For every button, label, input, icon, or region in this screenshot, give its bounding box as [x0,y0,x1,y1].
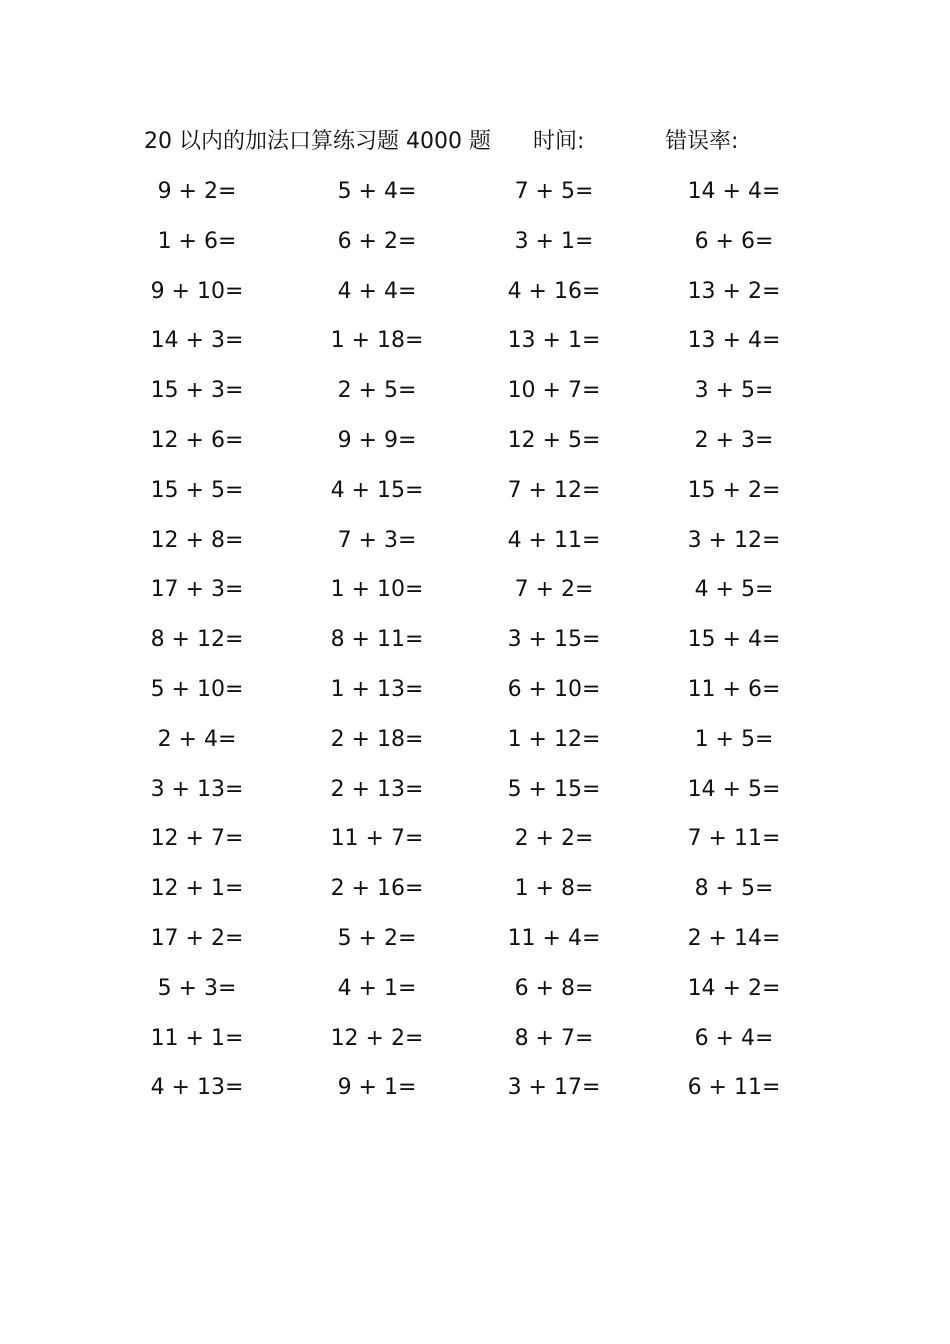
problem-item: 8 + 7= [514,1025,594,1051]
problem-item: 5 + 15= [507,776,601,802]
problem-item: 15 + 2= [687,477,781,503]
problem-row [0,421,950,471]
problem-item: 2 + 18= [330,726,424,752]
problem-row [0,172,950,222]
problem-item: 2 + 5= [337,378,417,404]
problem-item: 3 + 1= [514,228,594,254]
problem-row [0,570,950,620]
problem-item: 2 + 16= [330,876,424,902]
problem-row [0,770,950,820]
problem-item: 13 + 4= [687,328,781,354]
problem-item: 2 + 13= [330,776,424,802]
problem-item: 2 + 3= [694,427,774,453]
problem-item: 6 + 2= [337,228,417,254]
time-label: 时间: [533,129,585,154]
problem-item: 4 + 16= [507,278,601,304]
problem-item: 1 + 10= [330,577,424,603]
problem-item: 8 + 5= [694,876,774,902]
problem-row [0,321,950,371]
problem-row [0,371,950,421]
problem-row [0,471,950,521]
problem-item: 12 + 5= [507,427,601,453]
problem-item: 9 + 10= [150,278,244,304]
worksheet-title: 20 以内的加法口算练习题 4000 题 [144,129,491,154]
problem-item: 4 + 5= [694,577,774,603]
problem-item: 1 + 8= [514,876,594,902]
problem-item: 6 + 11= [687,1075,781,1101]
problem-item: 4 + 11= [507,527,601,553]
problem-item: 6 + 4= [694,1025,774,1051]
problem-item: 14 + 3= [150,328,244,354]
problem-item: 17 + 3= [150,577,244,603]
problem-item: 12 + 8= [150,527,244,553]
problem-item: 9 + 1= [337,1075,417,1101]
problem-item: 1 + 6= [157,228,237,254]
problem-item: 12 + 7= [150,826,244,852]
problem-item: 8 + 11= [330,627,424,653]
problem-row [0,620,950,670]
problem-item: 7 + 2= [514,577,594,603]
problem-item: 1 + 5= [694,726,774,752]
problem-item: 5 + 4= [337,179,417,204]
problem-item: 10 + 7= [507,378,601,404]
problem-item: 2 + 14= [687,925,781,951]
problem-item: 1 + 12= [507,726,601,752]
problem-item: 11 + 7= [330,826,424,852]
problem-row [0,919,950,969]
problem-item: 12 + 6= [150,427,244,453]
problem-item: 5 + 10= [150,676,244,702]
problem-item: 12 + 2= [330,1025,424,1051]
problem-item: 11 + 4= [507,925,601,951]
problem-row [0,670,950,720]
problem-item: 1 + 18= [330,328,424,354]
problem-item: 6 + 8= [514,975,594,1001]
problem-item: 5 + 2= [337,925,417,951]
problem-item: 14 + 5= [687,776,781,802]
problem-row [0,869,950,919]
problem-item: 6 + 6= [694,228,774,254]
problem-row [0,969,950,1019]
problem-item: 6 + 10= [507,676,601,702]
error-rate-label: 错误率: [665,129,739,154]
problem-item: 11 + 1= [150,1025,244,1051]
problem-item: 3 + 5= [694,378,774,404]
problem-item: 4 + 4= [337,278,417,304]
problem-row [0,1068,950,1118]
problem-item: 5 + 3= [157,975,237,1001]
problem-item: 4 + 13= [150,1075,244,1101]
problem-item: 7 + 5= [514,179,594,204]
problem-row [0,819,950,869]
problem-item: 7 + 12= [507,477,601,503]
problem-row [0,1019,950,1069]
problem-item: 7 + 11= [687,826,781,852]
problem-item: 1 + 13= [330,676,424,702]
problem-item: 2 + 4= [157,726,237,752]
problem-grid [0,172,950,1118]
problem-item: 3 + 17= [507,1075,601,1101]
problem-item: 11 + 6= [687,676,781,702]
problem-item: 13 + 2= [687,278,781,304]
problem-item: 2 + 2= [514,826,594,852]
problem-item: 14 + 4= [687,179,781,204]
problem-item: 17 + 2= [150,925,244,951]
problem-item: 15 + 4= [687,627,781,653]
problem-item: 7 + 3= [337,527,417,553]
worksheet-header [0,124,950,160]
problem-item: 12 + 1= [150,876,244,902]
problem-item: 8 + 12= [150,627,244,653]
problem-item: 15 + 3= [150,378,244,404]
problem-item: 9 + 9= [337,427,417,453]
problem-item: 15 + 5= [150,477,244,503]
problem-item: 3 + 13= [150,776,244,802]
problem-item: 3 + 12= [687,527,781,553]
problem-row [0,521,950,571]
problem-row [0,720,950,770]
problem-item: 3 + 15= [507,627,601,653]
problem-item: 14 + 2= [687,975,781,1001]
problem-row [0,222,950,272]
problem-item: 13 + 1= [507,328,601,354]
problem-item: 4 + 1= [337,975,417,1001]
problem-item: 4 + 15= [330,477,424,503]
problem-item: 9 + 2= [157,179,237,204]
problem-row [0,272,950,322]
